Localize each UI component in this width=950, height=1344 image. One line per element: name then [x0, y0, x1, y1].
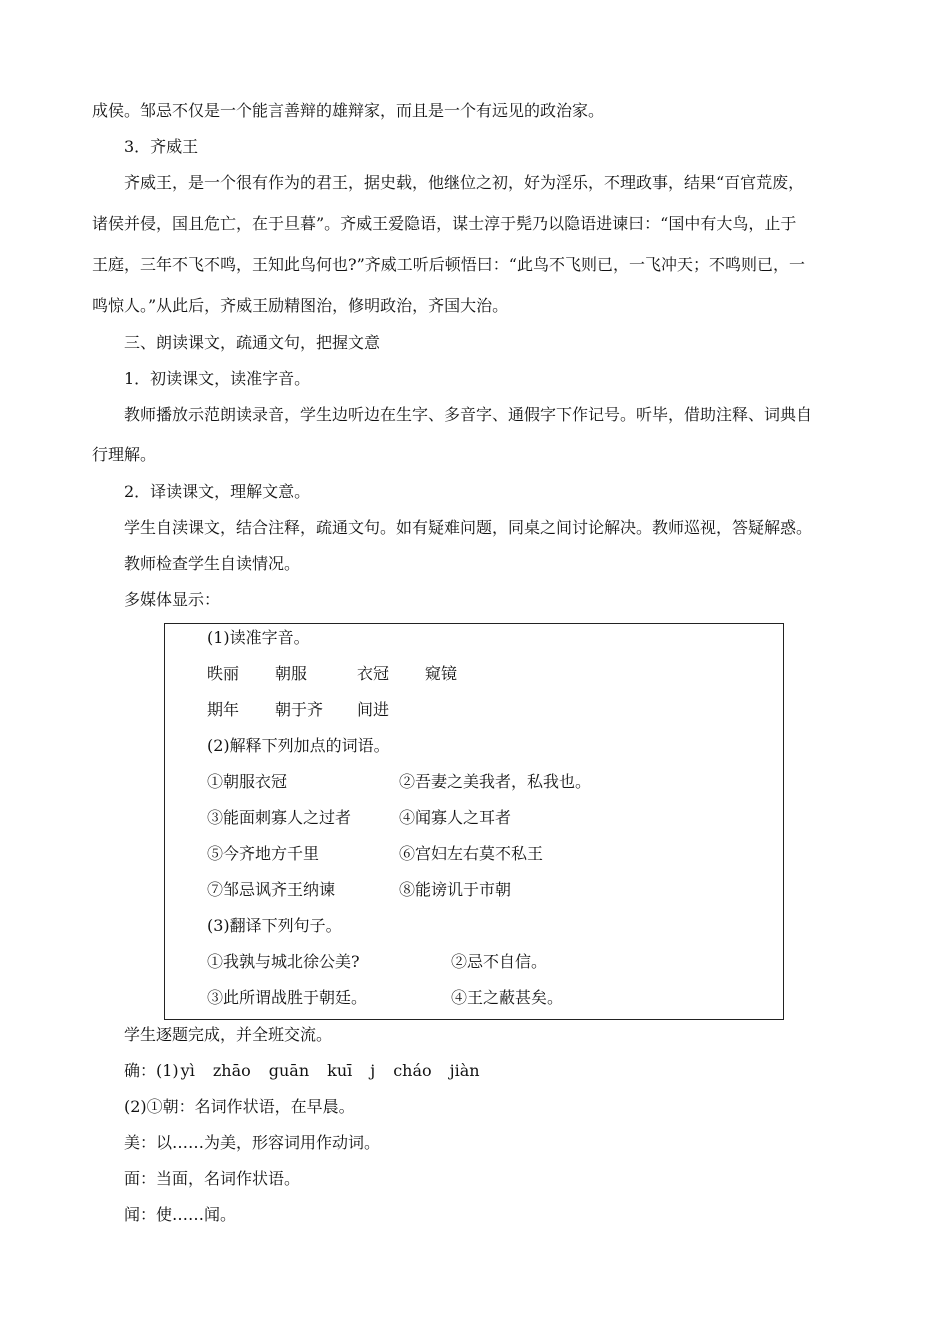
paragraph-line: 多媒体显示：	[124, 590, 221, 609]
pinyin-item: kuī	[327, 1061, 353, 1080]
answer-prefix: 确：(1)	[124, 1061, 179, 1080]
phrase-item: ⑧能谤讥于市朝	[399, 880, 512, 899]
paragraph-line: 诸侯并侵，国且危亡，在于旦暮”。齐威王爱隐语，谋士淳于髡乃以隐语进谏曰：“国中有大鸟，止于	[92, 214, 797, 233]
paragraph-line: 教师检查学生自读情况。	[124, 554, 301, 573]
sentence-item: ②忌不自信。	[451, 952, 548, 971]
paragraph-line: (2)①朝：名词作状语，在早晨。	[124, 1097, 355, 1116]
paragraph-line: 闻：使……闻。	[124, 1205, 237, 1224]
pinyin-item: jiàn	[449, 1061, 480, 1080]
pinyin-item: zhāo	[212, 1061, 251, 1080]
section-heading: 三、朗读课文，疏通文句，把握文意	[124, 333, 381, 352]
phrase-item: ⑥宫妇左右莫不私王	[399, 844, 544, 863]
sentence-item: ③此所谓战胜于朝廷。	[207, 988, 368, 1007]
paragraph-line: 面：当面，名词作状语。	[124, 1169, 301, 1188]
paragraph-line: 成侯。邹忌不仅是一个能言善辩的雄辩家，而且是一个有远见的政治家。	[92, 101, 605, 120]
word-item: 期年	[207, 700, 240, 719]
pinyin-item: j	[370, 1061, 376, 1080]
paragraph-line: 美：以……为美，形容词用作动词。	[124, 1133, 381, 1152]
phrase-item: ②吾妻之美我者，私我也。	[399, 772, 592, 791]
paragraph-line: 教师播放示范朗读录音，学生边听边在生字、多音字、通假字下作记号。听毕，借助注释、词典自	[124, 405, 813, 424]
sentence-item: ①我孰与城北徐公美?	[207, 952, 360, 971]
word-item: 间进	[357, 700, 390, 719]
pinyin-item: yì	[180, 1061, 195, 1080]
phrase-item: ④闻寡人之耳者	[399, 808, 512, 827]
step-heading: 2．译读课文，理解文意。	[124, 482, 311, 501]
paragraph-line: 王庭，三年不飞不鸣，王知此鸟何也?”齐威工听后顿悟曰：“此鸟不飞则已，一飞冲天；不鸣则已，一	[92, 255, 805, 274]
pinyin-item: cháo	[393, 1061, 432, 1080]
paragraph-line: 齐威王，是一个很有作为的君王，据史载，他继位之初，好为淫乐，不理政事，结果“百官荒废，	[124, 173, 805, 192]
phrase-item: ⑤今齐地方千里	[207, 844, 320, 863]
paragraph-line: 学生逐题完成，并全班交流。	[124, 1025, 333, 1044]
word-item: 朝服	[275, 664, 308, 683]
word-item: 衣冠	[357, 664, 390, 683]
answer-pinyin-line	[124, 1061, 498, 1081]
phrase-item: ③能面刺寡人之过者	[207, 808, 352, 827]
step-heading: 1．初读课文，读准字音。	[124, 369, 311, 388]
paragraph-line: 鸣惊人。”从此后，齐威王励精图治，修明政治，齐国大治。	[92, 296, 509, 315]
word-item: 窥镜	[425, 664, 458, 683]
sentence-item: ④王之蔽甚矣。	[451, 988, 564, 1007]
pinyin-item: guān	[268, 1061, 310, 1080]
multimedia-box	[164, 623, 784, 1020]
question-2: (2)解释下列加点的词语。	[207, 736, 390, 755]
phrase-item: ⑦邹忌讽齐王纳谏	[207, 880, 336, 899]
word-item: 朝于齐	[275, 700, 324, 719]
phrase-item: ①朝服衣冠	[207, 772, 288, 791]
word-item: 昳丽	[207, 664, 240, 683]
question-3: (3)翻译下列句子。	[207, 916, 342, 935]
section-heading: 3．齐威王	[124, 137, 199, 156]
paragraph-line: 行理解。	[92, 445, 157, 464]
paragraph-line: 学生自渎课文，结合注释，疏通文句。如有疑难问题，同桌之间讨论解决。教师巡视，答疑解惑。	[124, 518, 813, 537]
question-1: (1)读准字音。	[207, 628, 310, 647]
